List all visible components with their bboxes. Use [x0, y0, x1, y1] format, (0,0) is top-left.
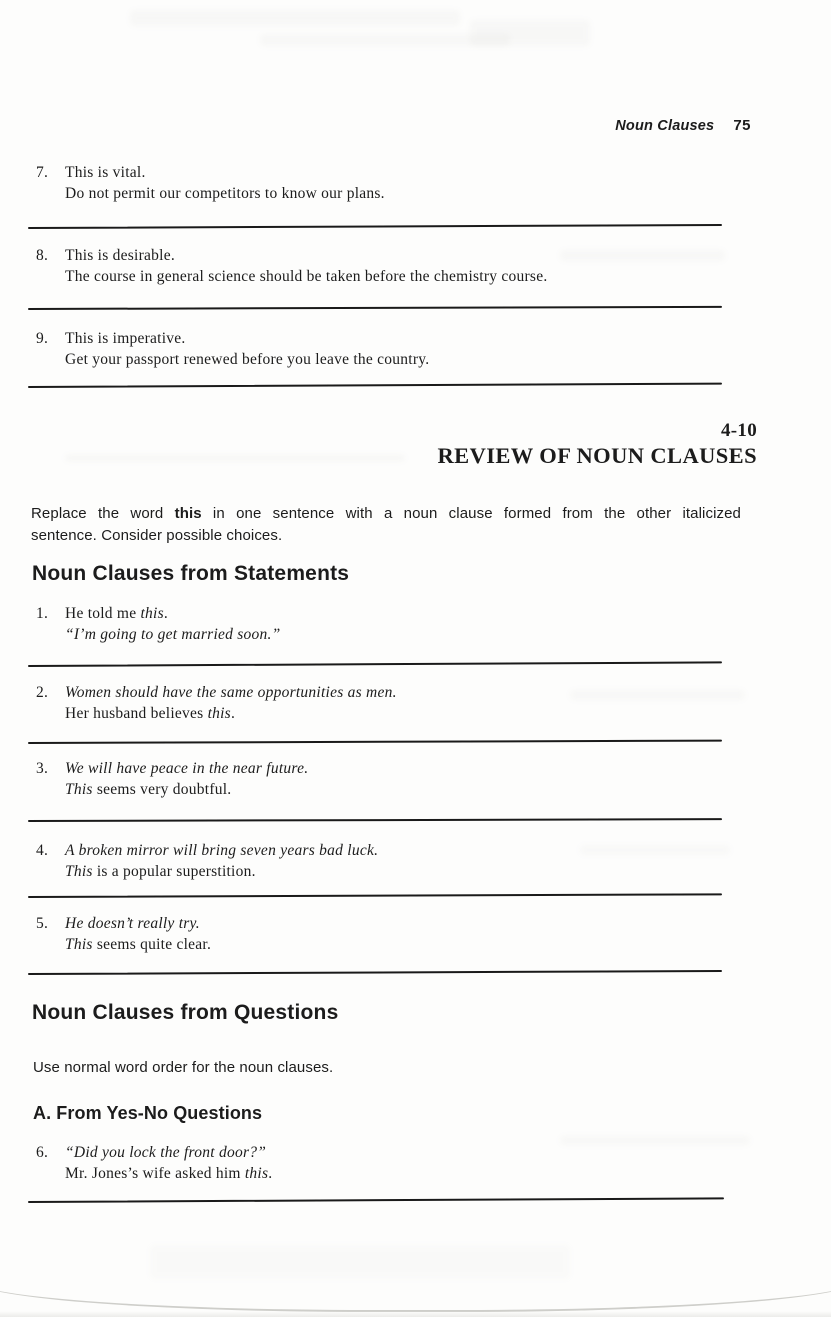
section-title: REVIEW OF NOUN CLAUSES — [437, 443, 757, 468]
item-sentence: Women should have the same opportunities as men. — [65, 684, 397, 701]
item-sentence: He doesn’t really try. — [65, 915, 200, 932]
item-sentence: This is imperative. — [65, 330, 186, 347]
bleed-through-artifact — [130, 10, 460, 26]
item-number: 4. — [36, 842, 49, 859]
item-sentence: Do not permit our competitors to know our plans. — [65, 184, 385, 202]
item-number: 1. — [36, 605, 49, 622]
item-sentence: This is a popular superstition. — [65, 862, 256, 880]
page-edge-shade — [0, 1311, 831, 1317]
running-title: Noun Clauses — [615, 118, 715, 134]
answer-line — [28, 1197, 724, 1203]
exercise-item-5 — [36, 914, 211, 955]
answer-line — [28, 970, 722, 975]
item-sentence: This seems quite clear. — [65, 935, 212, 953]
item-sentence: This seems very doubtful. — [65, 780, 232, 798]
item-sentence: “I’m going to get married soon.” — [65, 625, 281, 643]
answer-line — [28, 740, 722, 745]
item-sentence: This is desirable. — [65, 247, 175, 264]
item-number: 9. — [36, 330, 49, 347]
answer-line — [28, 818, 722, 822]
bleed-through-artifact — [470, 20, 590, 46]
item-sentence: Get your passport renewed before you leave the country. — [65, 350, 430, 368]
running-header — [615, 117, 751, 134]
item-number: 2. — [36, 684, 49, 701]
item-sentence: This is vital. — [65, 164, 146, 181]
item-sentence: He told me this. — [65, 605, 169, 622]
answer-line — [28, 661, 722, 667]
item-number: 8. — [36, 247, 49, 264]
exercise-instructions — [31, 503, 741, 546]
item-number: 6. — [36, 1144, 49, 1161]
item-sentence: Her husband believes this. — [65, 704, 236, 722]
item-number: 3. — [36, 760, 49, 777]
bleed-through-artifact — [570, 690, 745, 700]
instructions-line: sentence. Consider possible choices. — [31, 526, 283, 544]
exercise-item-1 — [36, 604, 281, 645]
item-sentence: A broken mirror will bring seven years bad luck. — [65, 842, 379, 859]
exercise-item-9 — [36, 329, 429, 370]
bleed-through-artifact — [560, 1136, 750, 1145]
item-number: 7. — [36, 164, 49, 181]
heading-noun-clauses-from-statements: Noun Clauses from Statements — [32, 562, 350, 585]
instructions-line: Replace the word this in one sentence with a noun clause formed from the other italicized — [31, 505, 741, 522]
questions-note: Use normal word order for the noun clauses. — [33, 1059, 334, 1076]
subheading-yes-no-questions: A. From Yes-No Questions — [33, 1103, 263, 1123]
bleed-through-artifact — [580, 845, 730, 855]
item-sentence: We will have peace in the near future. — [65, 760, 309, 777]
answer-line — [28, 306, 722, 311]
page-number: 75 — [733, 117, 751, 134]
item-sentence: “Did you lock the front door?” — [65, 1144, 267, 1161]
answer-line — [28, 383, 722, 389]
page-edge-shadow — [0, 1274, 831, 1312]
answer-line — [28, 893, 722, 898]
exercise-item-7 — [36, 163, 385, 204]
item-number: 5. — [36, 915, 49, 932]
exercise-item-2 — [36, 683, 397, 724]
item-sentence: Mr. Jones’s wife asked him this. — [65, 1164, 273, 1182]
exercise-item-4 — [36, 841, 378, 882]
section-number: 4-10 — [720, 420, 757, 441]
bleed-through-artifact — [65, 455, 405, 461]
exercise-item-6 — [36, 1143, 272, 1184]
answer-line — [28, 224, 722, 229]
item-sentence: The course in general science should be taken before the chemistry course. — [65, 267, 548, 285]
exercise-item-8 — [36, 246, 547, 287]
exercise-item-3 — [36, 759, 308, 800]
bleed-through-artifact — [560, 250, 725, 261]
heading-noun-clauses-from-questions: Noun Clauses from Questions — [32, 1001, 339, 1024]
